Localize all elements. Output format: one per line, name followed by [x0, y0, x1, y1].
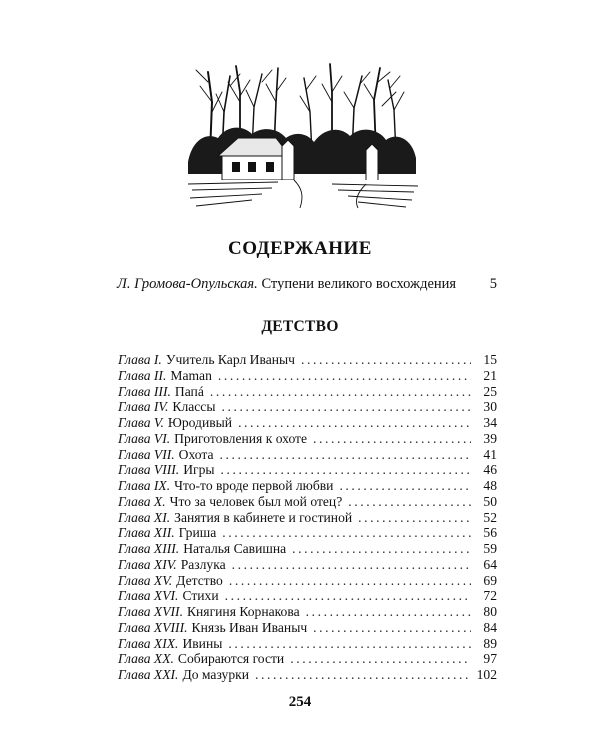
leader-dots	[313, 620, 471, 636]
chapter-number: Глава VI.	[118, 430, 171, 446]
leader-dots	[348, 494, 471, 510]
chapter-number: Глава III.	[118, 383, 171, 399]
leader-dots	[228, 636, 471, 652]
chapter-title: Занятия в кабинете и гостиной	[174, 509, 353, 525]
chapter-title: Учитель Карл Иваныч	[165, 352, 295, 367]
chapter-title: Классы	[172, 399, 216, 415]
toc-row[interactable]	[118, 651, 497, 667]
leader-dots	[313, 431, 471, 447]
intro-entry[interactable]	[117, 276, 497, 293]
chapter-page: 30	[483, 399, 497, 415]
contents-heading: СОДЕРЖАНИЕ	[228, 238, 372, 259]
toc-row[interactable]	[118, 525, 497, 541]
chapter-page: 41	[483, 446, 497, 462]
chapter-title: Что-то вроде первой любви	[174, 478, 334, 493]
leader-dots	[221, 462, 471, 478]
toc-row[interactable]	[118, 384, 497, 400]
toc-row[interactable]	[118, 557, 497, 573]
chapter-title: Игры	[183, 462, 215, 478]
leader-dots	[358, 510, 471, 526]
chapter-page: 97	[483, 651, 497, 667]
leader-dots	[229, 573, 471, 589]
chapter-title: Князь Иван Иваныч	[191, 619, 308, 635]
toc-row[interactable]	[118, 573, 497, 589]
chapter-page: 64	[483, 556, 497, 572]
chapter-title: Разлука	[180, 556, 226, 572]
leader-dots	[218, 368, 471, 384]
chapter-page: 69	[483, 572, 497, 588]
chapter-page: 46	[483, 462, 497, 478]
chapter-number: Глава VII.	[118, 446, 175, 462]
leader-dots	[238, 415, 471, 431]
toc-row[interactable]	[118, 588, 497, 604]
chapter-number: Глава XXI.	[118, 667, 179, 682]
chapter-title: Наталья Савишна	[183, 541, 287, 556]
chapter-page: 21	[483, 367, 497, 383]
leader-dots	[301, 352, 471, 368]
leader-dots	[210, 384, 471, 400]
chapter-page: 50	[483, 493, 497, 509]
chapter-title: Стихи	[182, 588, 219, 604]
leader-dots	[232, 557, 471, 573]
leader-dots	[306, 604, 471, 620]
chapter-number: Глава IV.	[118, 399, 169, 415]
chapter-page: 15	[483, 352, 497, 367]
chapter-title: До мазурки	[182, 667, 250, 682]
toc-row[interactable]	[118, 399, 497, 415]
page-number: 254	[288, 694, 312, 710]
chapter-title: Собираются гости	[177, 651, 285, 667]
chapter-number: Глава XVI.	[118, 588, 179, 604]
toc-row[interactable]	[118, 636, 497, 652]
intro-title: Ступени великого восхождения	[261, 276, 457, 292]
chapter-number: Глава XIII.	[118, 541, 180, 556]
chapter-title: Приготовления к охоте	[174, 430, 308, 446]
chapter-page: 39	[483, 430, 497, 446]
chapter-number: Глава XVIII.	[118, 619, 188, 635]
leader-dots	[255, 667, 471, 683]
chapter-number: Глава XV.	[118, 572, 173, 588]
intro-text	[117, 276, 456, 293]
chapter-page: 59	[483, 541, 497, 556]
chapter-title: Maman	[170, 367, 212, 383]
leader-dots	[339, 478, 471, 494]
leader-dots	[220, 447, 471, 463]
leader-dots	[225, 588, 471, 604]
table-of-contents	[118, 352, 497, 683]
chapter-number: Глава XIV.	[118, 556, 177, 572]
chapter-page: 89	[483, 635, 497, 651]
chapter-page: 84	[483, 619, 497, 635]
leader-dots	[290, 651, 471, 667]
toc-row[interactable]	[118, 541, 497, 557]
chapter-title: Юродивый	[167, 415, 233, 430]
chapter-page: 80	[483, 604, 497, 619]
toc-row[interactable]	[118, 510, 497, 526]
chapter-number: Глава X.	[118, 493, 166, 509]
chapter-number: Глава XI.	[118, 509, 171, 525]
toc-row[interactable]	[118, 667, 497, 683]
chapter-title: Детство	[176, 572, 223, 588]
chapter-number: Глава VIII.	[118, 462, 180, 478]
chapter-number: Глава I.	[118, 352, 162, 367]
leader-dots	[221, 399, 471, 415]
chapter-number: Глава XIX.	[118, 635, 179, 651]
chapter-page: 25	[483, 383, 497, 399]
chapter-page: 72	[483, 588, 497, 604]
toc-row[interactable]	[118, 620, 497, 636]
chapter-title: Княгиня Корнакова	[186, 604, 300, 619]
section-heading: ДЕТСТВО	[261, 318, 339, 335]
toc-row[interactable]	[118, 462, 497, 478]
chapter-number: Глава IX.	[118, 478, 171, 493]
toc-row[interactable]	[118, 431, 497, 447]
toc-row[interactable]	[118, 368, 497, 384]
chapter-number: Глава XVII.	[118, 604, 183, 619]
leader-dots	[292, 541, 471, 557]
intro-page: 5	[489, 276, 497, 292]
intro-author: Л. Громова-Опульская.	[117, 276, 258, 292]
illustration-engraving	[182, 62, 422, 212]
chapter-title: Что за человек был мой отец?	[169, 493, 343, 509]
leader-dots	[222, 525, 471, 541]
chapter-number: Глава II.	[118, 367, 167, 383]
toc-row[interactable]	[118, 494, 497, 510]
chapter-page: 52	[483, 509, 497, 525]
chapter-number: Глава V.	[118, 415, 164, 430]
chapter-number: Глава XII.	[118, 525, 175, 541]
chapter-page: 56	[483, 525, 497, 541]
toc-row[interactable]	[118, 478, 497, 494]
toc-row[interactable]	[118, 604, 497, 620]
chapter-page: 48	[483, 478, 497, 493]
toc-row[interactable]	[118, 352, 497, 368]
toc-row[interactable]	[118, 447, 497, 463]
toc-row[interactable]	[118, 415, 497, 431]
chapter-number: Глава XX.	[118, 651, 174, 667]
chapter-title: Гриша	[178, 525, 217, 541]
chapter-title: Ивины	[182, 635, 223, 651]
chapter-page: 102	[476, 667, 497, 682]
chapter-page: 34	[483, 415, 497, 430]
chapter-title: Папá	[174, 383, 204, 399]
chapter-title: Охота	[178, 446, 214, 462]
